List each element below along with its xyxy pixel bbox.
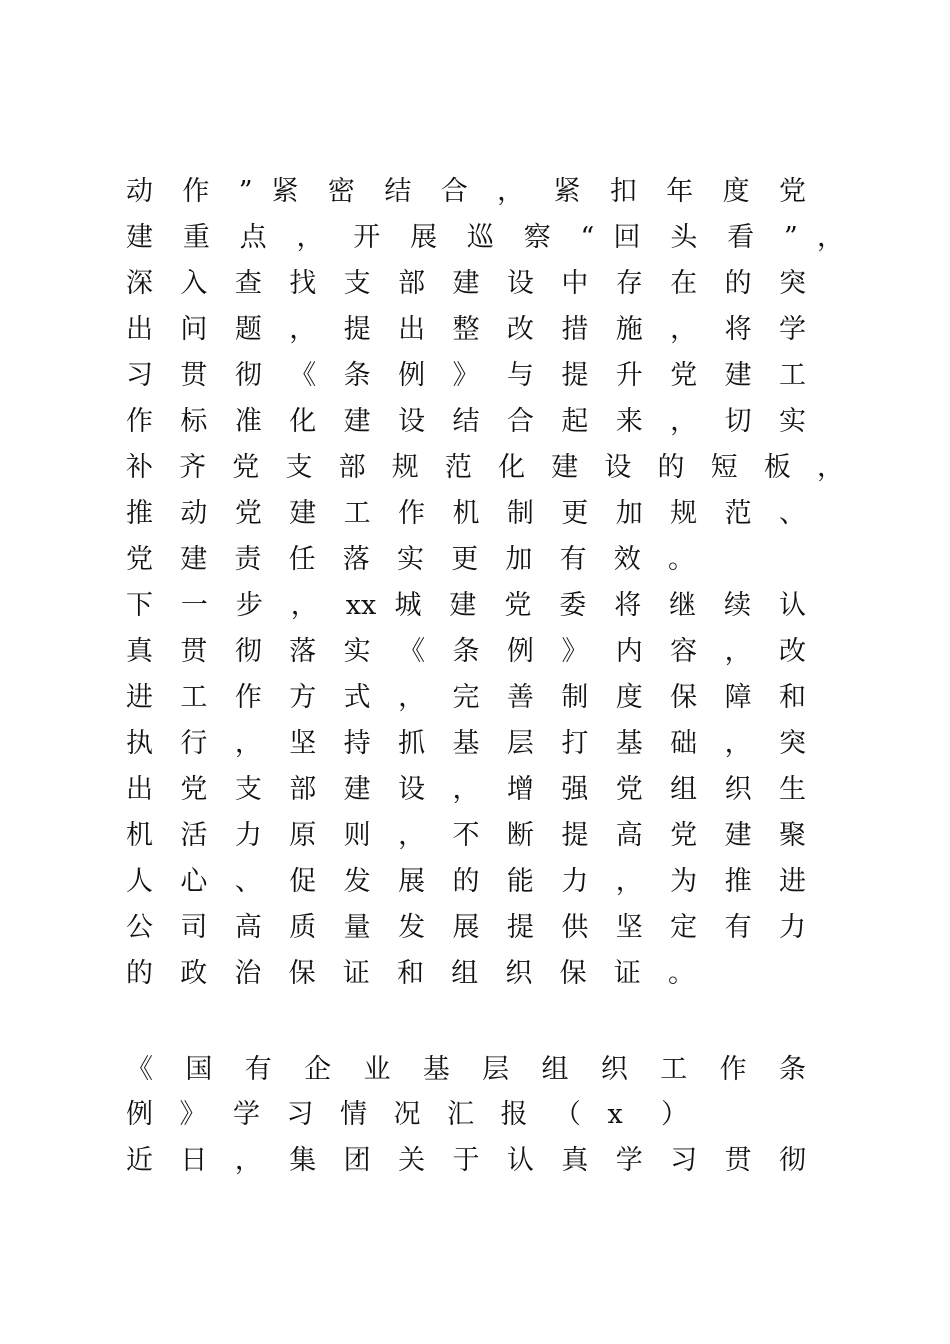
text-line <box>126 770 806 810</box>
line-text: 机 活 力 原 则 ， 不 断 提 高 党 建 聚 <box>126 820 806 851</box>
text-glyph: 习 <box>286 1099 314 1130</box>
text-line <box>126 724 806 764</box>
line-text: 公 司 高 质 量 发 展 提 供 坚 定 有 力 <box>126 912 806 943</box>
line-text: 《 国 有 企 业 基 层 组 织 工 作 条 <box>126 1054 806 1085</box>
text-glyph: 更 <box>451 544 479 575</box>
text-glyph: 的 <box>126 958 153 989</box>
text-line <box>126 494 806 534</box>
text-glyph: 》 <box>179 1099 207 1130</box>
line-text: 建 重 点 ， 开 展 巡 察 “ 回 头 看 ” ， <box>126 222 844 253</box>
text-line <box>126 1095 806 1135</box>
text-glyph: 和 <box>397 958 424 989</box>
text-line <box>126 862 806 902</box>
text-glyph: 学 <box>233 1099 260 1130</box>
text-glyph: 责 <box>234 544 262 575</box>
text-glyph: 任 <box>288 544 316 575</box>
text-glyph: 效 <box>613 544 641 575</box>
text-line <box>126 632 806 672</box>
text-line <box>126 816 806 856</box>
text-line <box>126 1050 806 1090</box>
text-line <box>126 402 806 442</box>
text-glyph: 证 <box>342 958 370 989</box>
text-glyph: 况 <box>393 1099 421 1130</box>
text-line <box>126 310 806 350</box>
text-glyph: 组 <box>451 958 479 989</box>
text-glyph: 情 <box>340 1099 367 1130</box>
text-glyph: 报 <box>500 1099 528 1130</box>
text-glyph: 。 <box>668 544 695 575</box>
text-glyph: 织 <box>505 958 533 989</box>
text-glyph: 落 <box>342 544 370 575</box>
text-line <box>126 172 806 212</box>
line-text: 执 行 ， 坚 持 抓 基 层 打 基 础 ， 突 <box>126 728 806 759</box>
line-text: 近 日 ， 集 团 关 于 认 真 学 习 贯 彻 <box>126 1145 806 1176</box>
text-glyph: 政 <box>180 958 208 989</box>
text-glyph: 。 <box>668 958 695 989</box>
line-text: 深 入 查 找 支 部 建 设 中 存 在 的 突 <box>126 268 806 299</box>
line-text: 作 标 准 化 建 设 结 合 起 来 ， 切 实 <box>126 406 806 437</box>
text-glyph: 治 <box>234 958 262 989</box>
text-line <box>126 586 806 626</box>
text-line <box>126 954 806 994</box>
line-text: 下 一 步 ， xx 城 建 党 委 将 继 续 认 <box>126 590 806 621</box>
text-glyph: 汇 <box>447 1099 474 1130</box>
text-line <box>126 1141 806 1181</box>
text-line <box>126 678 806 718</box>
text-glyph: 证 <box>613 958 641 989</box>
text-glyph: 保 <box>288 958 316 989</box>
text-line <box>126 448 844 488</box>
line-text: 真 贯 彻 落 实 《 条 例 》 内 容 ， 改 <box>126 636 806 667</box>
text-glyph: 保 <box>559 958 587 989</box>
text-line <box>126 540 806 580</box>
text-glyph: 建 <box>180 544 208 575</box>
text-glyph: x <box>607 1099 623 1130</box>
line-text: 出 党 支 部 建 设 ， 增 强 党 组 织 生 <box>126 774 806 805</box>
line-text: 人 心 、 促 发 展 的 能 力 ， 为 推 进 <box>126 866 806 897</box>
line-text: 进 工 作 方 式 ， 完 善 制 度 保 障 和 <box>126 682 806 713</box>
line-text: 补 齐 党 支 部 规 范 化 建 设 的 短 板 ， <box>126 452 844 483</box>
line-text: 动 作 ” 紧 密 结 合 ， 紧 扣 年 度 党 <box>126 176 806 207</box>
text-line <box>126 264 806 304</box>
text-line <box>126 908 806 948</box>
text-glyph: ） <box>661 1099 688 1130</box>
line-text: 推 动 党 建 工 作 机 制 更 加 规 范 、 <box>126 498 806 529</box>
line-text: 出 问 题 ， 提 出 整 改 措 施 ， 将 学 <box>126 314 806 345</box>
text-glyph: 有 <box>559 544 587 575</box>
text-glyph: 实 <box>397 544 424 575</box>
text-line <box>126 356 806 396</box>
text-glyph: 党 <box>126 544 153 575</box>
text-line <box>126 218 844 258</box>
text-glyph: （ <box>554 1099 581 1130</box>
text-glyph: 例 <box>126 1099 153 1130</box>
text-glyph: 加 <box>505 544 533 575</box>
line-text: 习 贯 彻 《 条 例 》 与 提 升 党 建 工 <box>126 360 806 391</box>
